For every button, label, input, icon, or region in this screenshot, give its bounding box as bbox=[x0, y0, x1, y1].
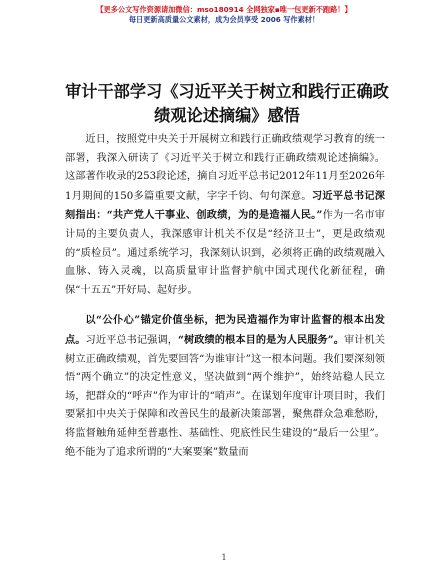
paragraph-1-text-b: 作为一名市审计局的主要负责人，我深感审计机关不仅是“经济卫士”，更是政绩观的“质检员”。通过系统学习，我深刻认识到，必须将正确的政绩观融入血脉、铸入灵魂，以高质量审计监督护航中国式现代化新征程，确保“十五五”开好局、起好步。 bbox=[65, 210, 385, 296]
paragraph-2-text-b: 审计机关树立正确政绩观，首先要回答“为谁审计”这一根本问题。我们要深刻领悟“两个确立”的决定性意义，坚决做到“两个维护”，始终站稳人民立场，把群众的“呼声”作为审计的“哨声”。在谋划年度审计项目时，我们要紧扣中央关于保障和改善民生的最新决策部署，聚焦群众急难愁盼，将监督触角延伸至普惠性、基础性、兜底性民生建设的“最后一公里”。绝不能为了追求所谓的“大案要案”数量而 bbox=[65, 334, 386, 458]
promo-banner-line1: 【更多公文写作资源请加微信：mso180914 全网独家▪唯一包更新不跑路！】 bbox=[96, 5, 352, 14]
paragraph-2-quote: “树政绩的根本目的是为人民服务”。 bbox=[178, 333, 345, 346]
paragraph-2 bbox=[65, 311, 385, 462]
promo-banner-line2: 每日更新高质量公文素材，成为会员享受 2006 写作素材！ bbox=[128, 15, 320, 24]
paragraph-2-text-a: 习近平总书记强调， bbox=[85, 334, 179, 346]
promo-banner bbox=[0, 5, 448, 25]
page-number: 1 bbox=[221, 553, 227, 562]
paragraph-1-quote: 习近平总书记深刻指出：“共产党人干事业、创政绩，为的是造福人民。” bbox=[65, 189, 385, 222]
paragraph-2-heading: 以“公仆心”锚定价值坐标，把为民造福作为审计监督的根本出发点。 bbox=[65, 314, 385, 346]
paragraph-1-text-a: 近日，按照党中央关于开展树立和践行正确政绩观学习教育的统一部署，我深入研读了《习近平关于树立和践行正确政绩观论述摘编》。这部著作收录的253段论述，摘自习近平总书记2012年11月至2026年1月期间的150多篇重要文献，字字千钧、句句深意。 bbox=[65, 134, 385, 202]
document-title: 审计干部学习《习近平关于树立和践行正确政绩观论述摘编》感悟 bbox=[65, 82, 389, 125]
document-body bbox=[65, 131, 385, 462]
paragraph-1 bbox=[65, 131, 385, 300]
